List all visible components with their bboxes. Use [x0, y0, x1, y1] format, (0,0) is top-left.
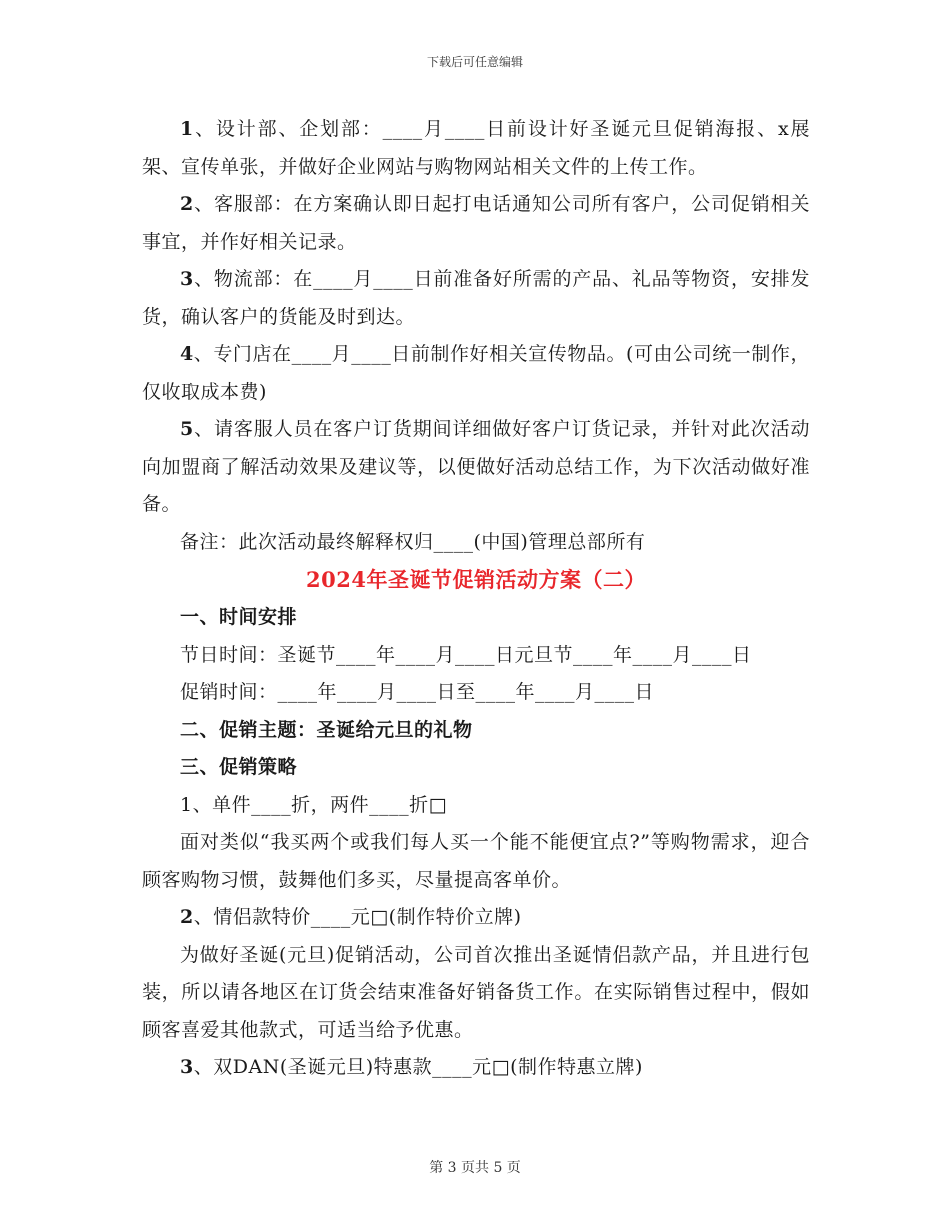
item-number: 1 — [180, 118, 194, 140]
item-number: 4 — [180, 343, 194, 365]
strategy-2-heading — [142, 899, 810, 937]
item-text: 、设计部、企划部：____月____日前设计好圣诞元旦促销海报、x展架、宣传单张，并做好企业网站与购物网站相关文件的上传工作。 — [142, 118, 810, 178]
strategy-1-heading: 1、单件____折，两件____折□ — [180, 793, 448, 816]
page-header: 下载后可任意编辑 — [426, 55, 523, 69]
strategy-3-heading — [142, 1049, 810, 1087]
promo-time-paragraph: 促销时间：____年____月____日至____年____月____日 — [180, 681, 655, 703]
item-number: 2 — [180, 906, 194, 928]
list-item — [142, 261, 810, 336]
heading-promo-strategy: 三、促销策略 — [180, 756, 298, 778]
list-item — [142, 411, 810, 524]
document-body — [142, 111, 810, 1087]
item-number: 3 — [180, 1056, 194, 1078]
page-footer: 第 3 页共 5 页 — [429, 1160, 521, 1176]
heading-promo-theme: 二、促销主题：圣诞给元旦的礼物 — [180, 718, 473, 741]
item-text: 、情侣款特价____元□(制作特价立牌) — [193, 906, 522, 928]
holiday-time-paragraph: 节日时间：圣诞节____年____月____日元旦节____年____月____日 — [180, 643, 752, 666]
list-item — [142, 111, 810, 186]
list-item — [142, 336, 810, 411]
heading-time-schedule: 一、时间安排 — [180, 606, 298, 628]
section-title: 2024年圣诞节促销活动方案（二） — [306, 567, 646, 592]
item-number: 5 — [180, 418, 194, 440]
item-text: 、专门店在____月____日前制作好相关宣传物品。(可由公司统一制作，仅收取成本费) — [142, 343, 810, 403]
item-number: 3 — [180, 268, 194, 290]
item-text: 、请客服人员在客户订货期间详细做好客户订货记录，并针对此次活动向加盟商了解活动效果及建议等，以便做好活动总结工作，为下次活动做好准备。 — [142, 418, 810, 515]
note-paragraph: 备注：此次活动最终解释权归____(中国)管理总部所有 — [180, 530, 646, 553]
item-number: 2 — [180, 193, 194, 215]
item-text: 、物流部：在____月____日前准备好所需的产品、礼品等物资，安排发货，确认客户的货能及时到达。 — [142, 268, 810, 328]
strategy-2-body: 为做好圣诞(元旦)促销活动，公司首次推出圣诞情侣款产品，并且进行包装，所以请各地区在订货会结束准备好销备货工作。在实际销售过程中，假如顾客喜爱其他款式，可适当给予优惠。 — [142, 943, 810, 1041]
item-text: 、客服部：在方案确认即日起打电话通知公司所有客户，公司促销相关事宜，并作好相关记录。 — [142, 193, 810, 253]
item-text: 、双DAN(圣诞元旦)特惠款____元□(制作特惠立牌) — [193, 1056, 643, 1078]
list-item — [142, 186, 810, 261]
strategy-1-body: 面对类似“我买两个或我们每人买一个能不能便宜点?”等购物需求，迎合顾客购物习惯，鼓舞他们多买，尽量提高客单价。 — [142, 831, 810, 891]
